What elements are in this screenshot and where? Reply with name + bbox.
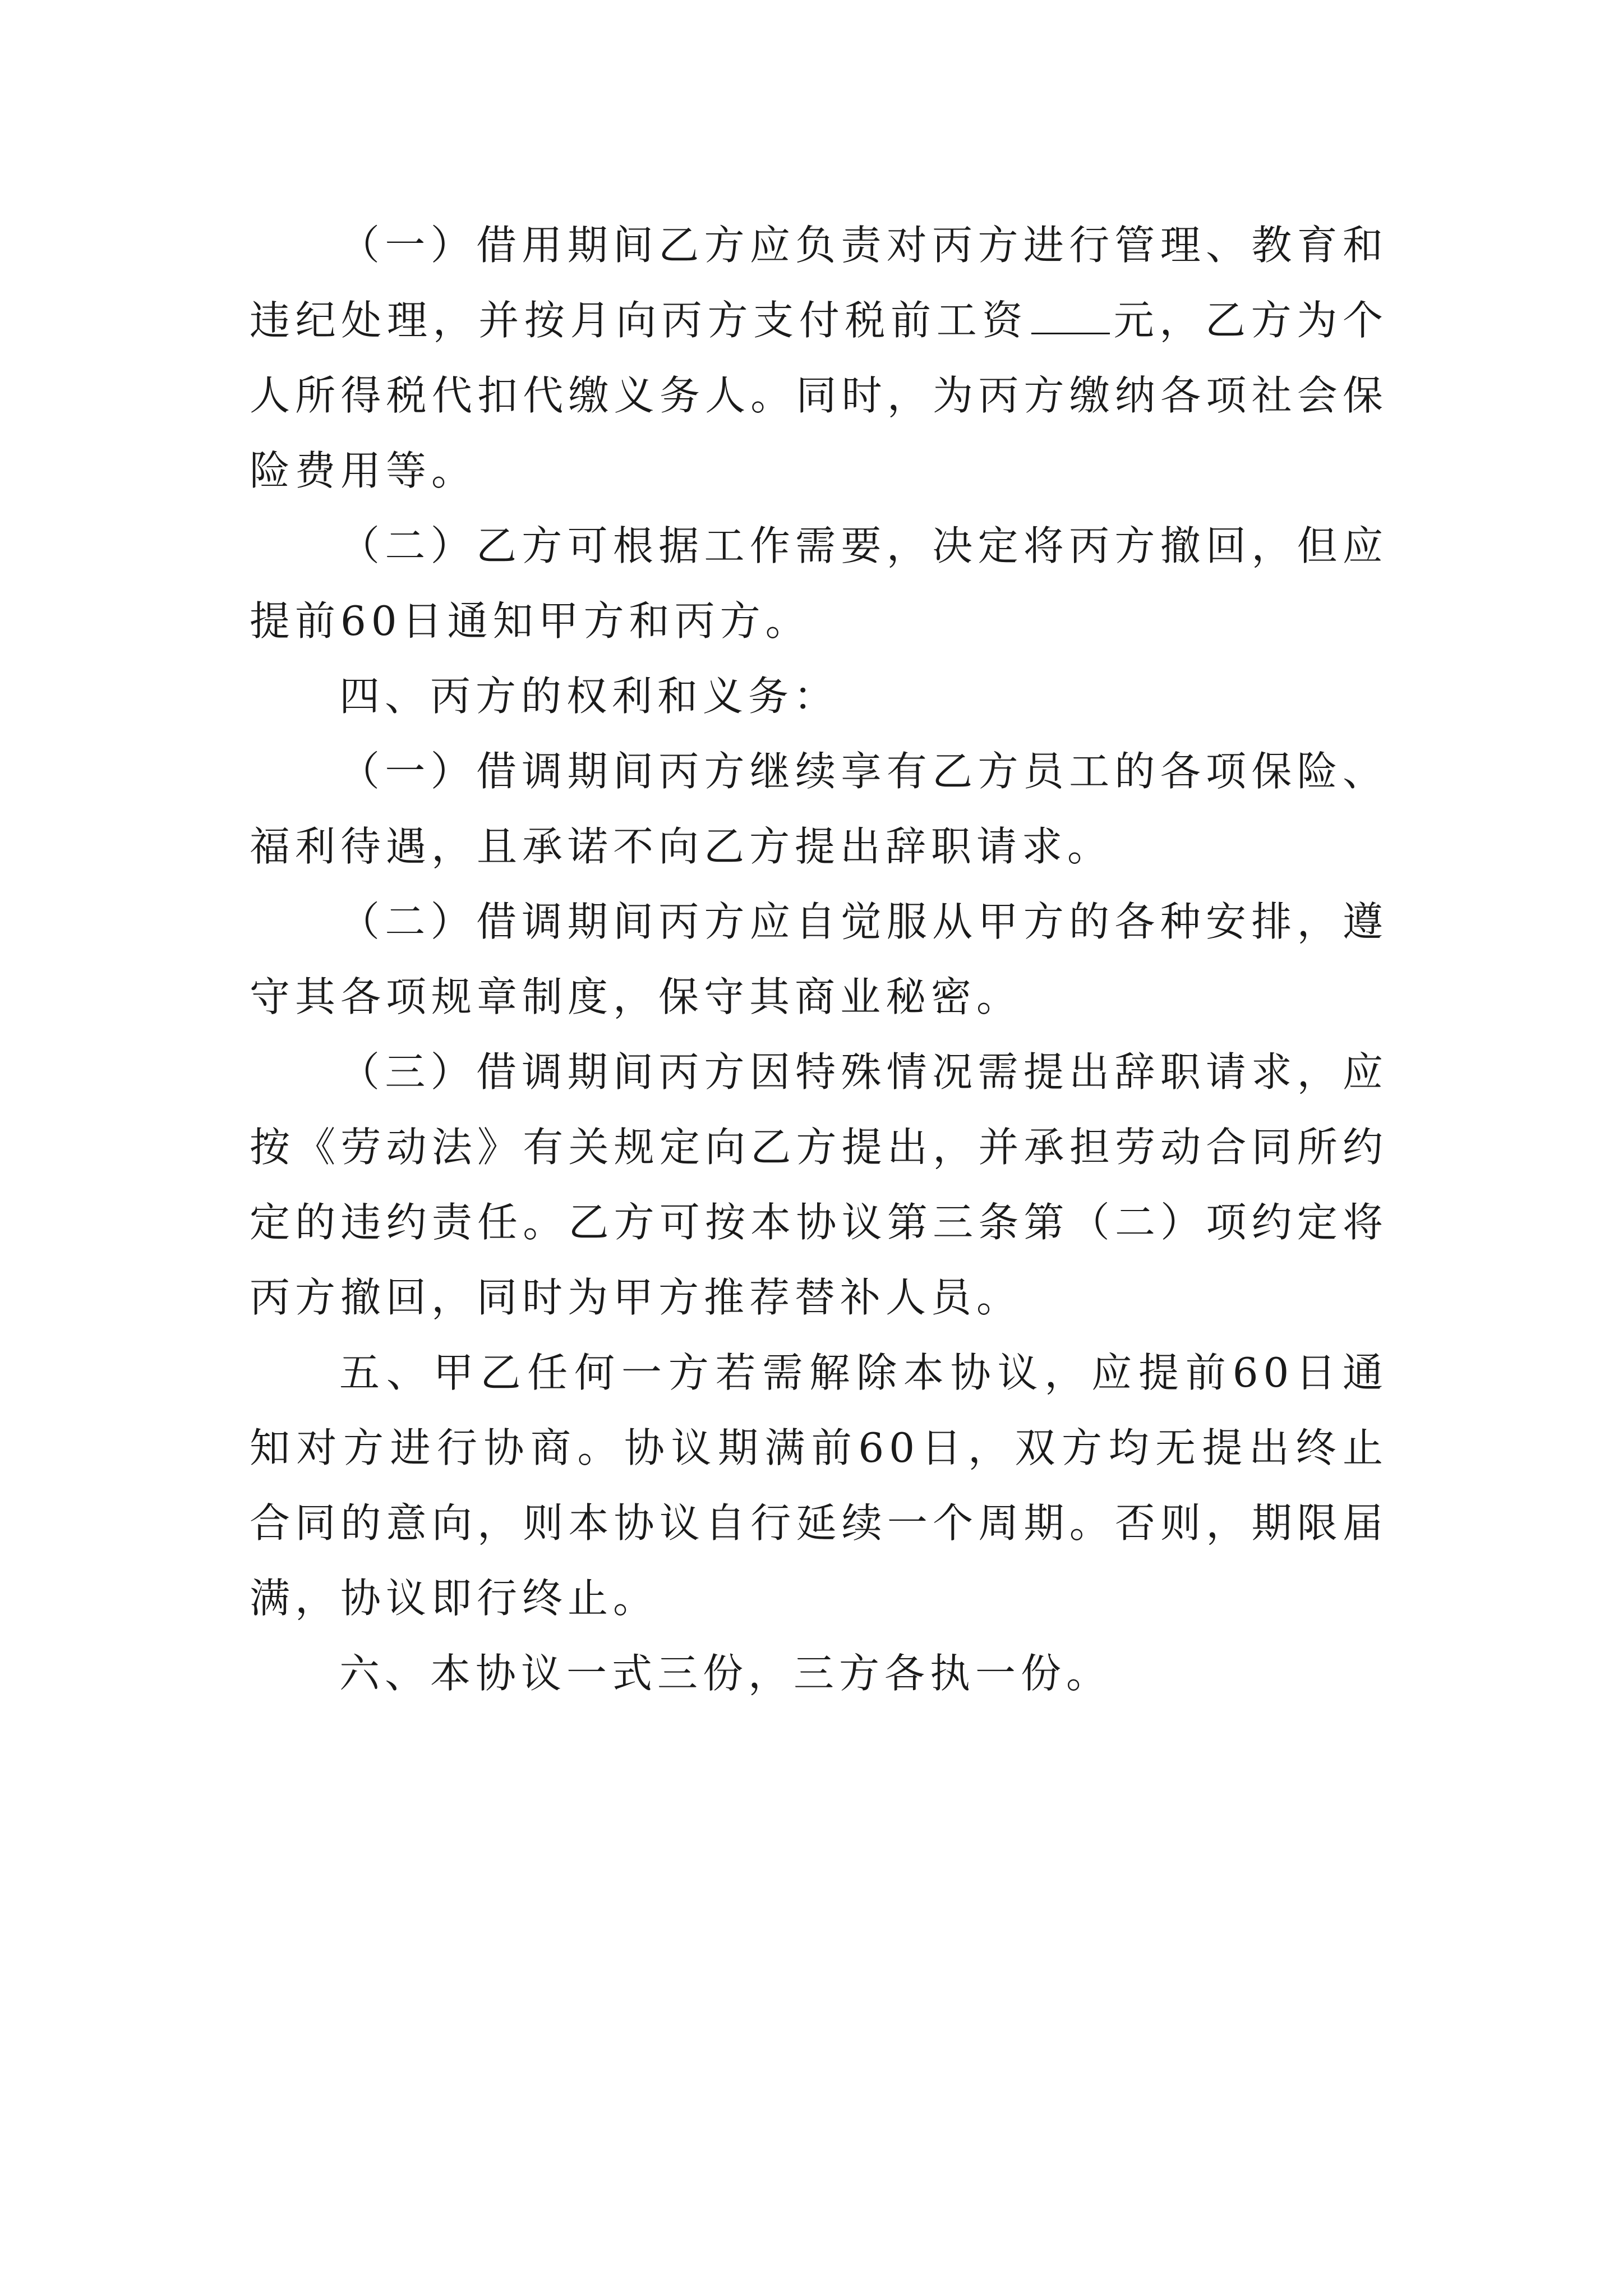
section-heading-party-c-rights: 四、丙方的权利和义务： bbox=[339, 673, 840, 720]
document-page bbox=[250, 208, 1388, 1711]
paragraph-obey-arrangements: （二）借调期间丙方应自觉服从甲方的各种安排，遵守其各项规章制度，保守其商业秘密。 bbox=[250, 898, 1388, 1020]
paragraph-borrow-management-text: （一）借用期间乙方应负责对丙方进行管理、教育和违纪处理，并按月向丙方支付税前工资 bbox=[250, 222, 1388, 344]
paragraph-benefits: （一）借调期间丙方继续享有乙方员工的各项保险、福利待遇，且承诺不向乙方提出辞职请求。 bbox=[250, 748, 1388, 870]
salary-blank-field bbox=[1031, 299, 1110, 334]
paragraph-borrow-management bbox=[250, 208, 1388, 508]
paragraph-resignation: （三）借调期间丙方因特殊情况需提出辞职请求，应按《劳动法》有关规定向乙方提出，并承担劳动合同所约定的违约责任。乙方可按本协议第三条第（二）项约定将丙方撤回，同时为甲方推荐替补人员。 bbox=[250, 1048, 1388, 1321]
paragraph-termination: 五、甲乙任何一方若需解除本协议，应提前60日通知对方进行协商。协议期满前60日，双方均无提出终止合同的意向，则本协议自行延续一个周期。否则，期限届满，协议即行终止。 bbox=[250, 1349, 1388, 1622]
paragraph-copies: 六、本协议一式三份，三方各执一份。 bbox=[339, 1650, 1112, 1697]
paragraph-recall-notice: （二）乙方可根据工作需要，决定将丙方撤回，但应提前60日通知甲方和丙方。 bbox=[250, 522, 1388, 645]
paragraph-borrow-management-text-end: 元，乙方为个人所得税代扣代缴义务人。同时，为丙方缴纳各项社会保险费用等。 bbox=[250, 297, 1388, 494]
